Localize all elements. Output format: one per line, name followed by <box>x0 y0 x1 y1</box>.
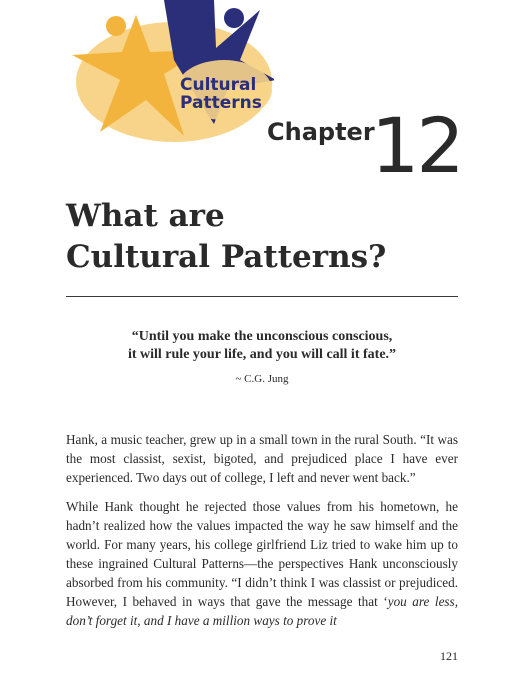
epigraph-quote <box>66 328 458 364</box>
chapter-title-line2: Cultural Patterns? <box>66 239 387 275</box>
chapter-title-line1: What are <box>66 198 225 234</box>
quote-attribution: ~ C.G. Jung <box>235 373 289 385</box>
body-paragraph-2-text: While Hank thought he rejected those values from his hometown, he hadn’t realized how the values impacted the way he saw himself and the world. For many years, his college girlfriend Liz tried to wake him up to these ingrained Cultural Patterns—the perspectives Hank unconsciously absorbed from his community. “I didn’t think I was classist or prejudiced. However, I behaved in ways that gave the message that ‘ <box>66 499 458 609</box>
page-number: 121 <box>440 649 458 663</box>
chapter-label: Chapter <box>267 118 375 146</box>
body-paragraph-1: Hank, a music teacher, grew up in a small town in the rural South. “It was the most classist, sexist, bigoted, and prejudiced place I have ever experienced. Two days out of college, I left and never went back.” <box>66 432 458 485</box>
logo-label-line1: Cultural <box>180 75 257 95</box>
body-paragraph-2-italic: you are less, don’t forget it, and I have a million ways to prove it <box>66 594 458 628</box>
quote-line1: “Until you make the unconscious conscious, <box>131 329 393 344</box>
title-divider <box>66 296 458 297</box>
chapter-title <box>66 196 386 278</box>
cultural-patterns-logo <box>64 0 274 150</box>
chapter-number: 12 <box>371 101 462 190</box>
body-paragraph-2 <box>66 497 458 630</box>
quote-line2: it will rule your life, and you will call it fate.” <box>127 347 397 362</box>
logo-label-line2: Patterns <box>180 93 262 113</box>
